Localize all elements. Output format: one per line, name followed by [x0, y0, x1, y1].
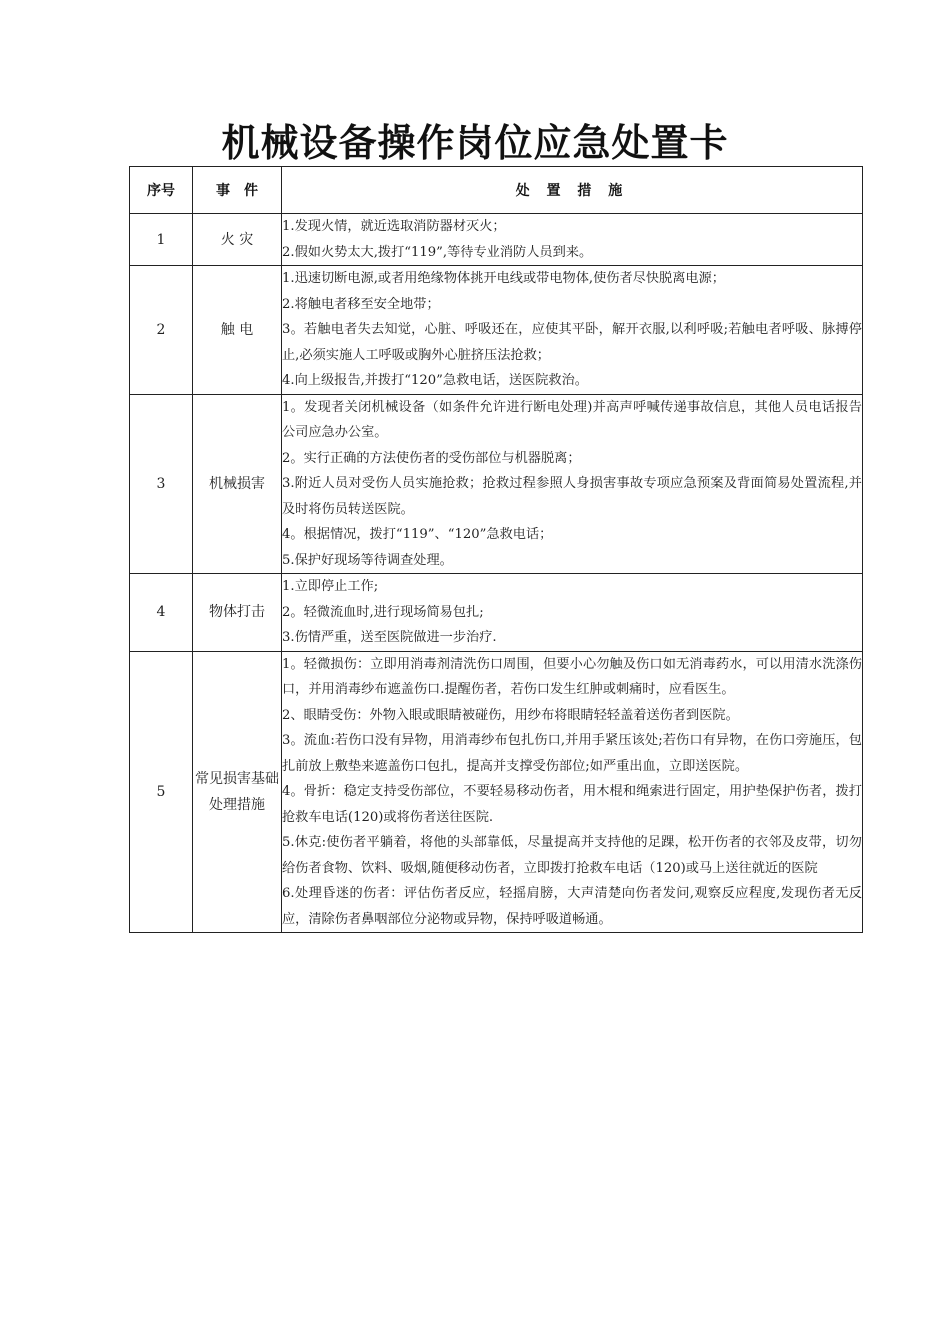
measure-item: 1。发现者关闭机械设备（如条件允许进行断电处理)并高声呼喊传递事故信息，其他人员电话报告公司应急办公室。	[282, 399, 862, 440]
measure-item: 3。流血:若伤口没有异物，用消毒纱布包扎伤口,并用手紧压该处;若伤口有异物，在伤口旁施压，包扎前放上敷垫来遮盖伤口包扎，提高并支撑受伤部位;如严重出血，立即送医院。	[282, 733, 862, 774]
header-no: 序号	[130, 167, 193, 214]
row-measures	[282, 651, 863, 933]
row-event: 触 电	[193, 266, 282, 395]
row-number: 5	[130, 651, 193, 933]
measure-item: 5.保护好现场等待调查处理。	[282, 552, 453, 568]
measure-item: 1.发现火情，就近选取消防器材灭火；	[282, 219, 506, 234]
row-number: 2	[130, 266, 193, 395]
header-event: 事 件	[193, 167, 282, 214]
measure-item: 1。轻微损伤：立即用消毒剂清洗伤口周围，但要小心勿触及伤口如无消毒药水，可以用清水洗涤伤口，并用消毒纱布遮盖伤口.提醒伤者，若伤口发生红肿或刺痛时，应看医生。	[282, 656, 862, 697]
table-header-row	[130, 167, 863, 214]
row-event: 机械损害	[193, 394, 282, 574]
header-measures: 处 置 措 施	[282, 167, 863, 214]
row-event: 物体打击	[193, 574, 282, 652]
measure-item: 6.处理昏迷的伤者：评估伤者反应，轻摇肩膀，大声清楚向伤者发问,观察反应程度,发现伤者无反应，清除伤者鼻咽部位分泌物或异物，保持呼吸道畅通。	[282, 886, 862, 927]
table-row	[130, 574, 863, 652]
measure-item: 3。若触电者失去知觉，心脏、呼吸还在，应使其平卧，解开衣服,以利呼吸;若触电者呼吸、脉搏停止,必须实施人工呼吸或胸外心脏挤压法抢救；	[282, 322, 862, 363]
measure-item: 5.休克:使伤者平躺着，将他的头部靠低，尽量提高并支持他的足踝，松开伤者的衣邻及皮带，切勿给伤者食物、饮料、吸烟,随便移动伤者，立即拨打抢救车电话（120)或马上送往就近的医院	[282, 835, 862, 876]
measure-item: 2.假如火势太大,拨打“119”,等待专业消防人员到来。	[282, 244, 593, 260]
table-row	[130, 266, 863, 395]
measure-item: 4。根据情况，拨打“119”、“120”急救电话；	[282, 527, 553, 542]
measure-item: 1.迅速切断电源,或者用绝缘物体挑开电线或带电物体,使伤者尽快脱离电源；	[282, 271, 725, 286]
document-title: 机械设备操作岗位应急处置卡	[221, 120, 729, 165]
emergency-card-table	[129, 166, 863, 933]
measure-item: 2、眼睛受伤：外物入眼或眼睛被碰伤，用纱布将眼睛轻轻盖着送伤者到医院。	[282, 707, 739, 723]
table-row	[130, 651, 863, 933]
table-row	[130, 214, 863, 266]
row-measures	[282, 214, 863, 266]
measure-item: 2。轻微流血时,进行现场简易包扎;	[282, 604, 484, 620]
row-measures	[282, 574, 863, 652]
row-number: 4	[130, 574, 193, 652]
measure-item: 1.立即停止工作;	[282, 579, 379, 594]
row-measures	[282, 266, 863, 395]
row-event: 火 灾	[193, 214, 282, 266]
row-number: 3	[130, 394, 193, 574]
table-row	[130, 394, 863, 574]
row-number: 1	[130, 214, 193, 266]
measure-item: 3.附近人员对受伤人员实施抢救；抢救过程参照人身损害事故专项应急预案及背面简易处置流程,并及时将伤员转送医院。	[282, 476, 862, 517]
measure-item: 3.伤情严重，送至医院做进一步治疗.	[282, 630, 497, 645]
measure-item: 2。实行正确的方法使伤者的受伤部位与机器脱离；	[282, 450, 581, 466]
measure-item: 4。骨折：稳定支持受伤部位，不要轻易移动伤者，用木棍和绳索进行固定，用护垫保护伤者，拨打抢救车电话(120)或将伤者送往医院.	[282, 784, 862, 825]
measure-item: 4.向上级报告,并拨打“120”急救电话，送医院救治。	[282, 373, 588, 388]
row-event: 常见损害基础处理措施	[193, 651, 282, 933]
measure-item: 2.将触电者移至安全地带；	[282, 296, 440, 312]
row-measures	[282, 394, 863, 574]
